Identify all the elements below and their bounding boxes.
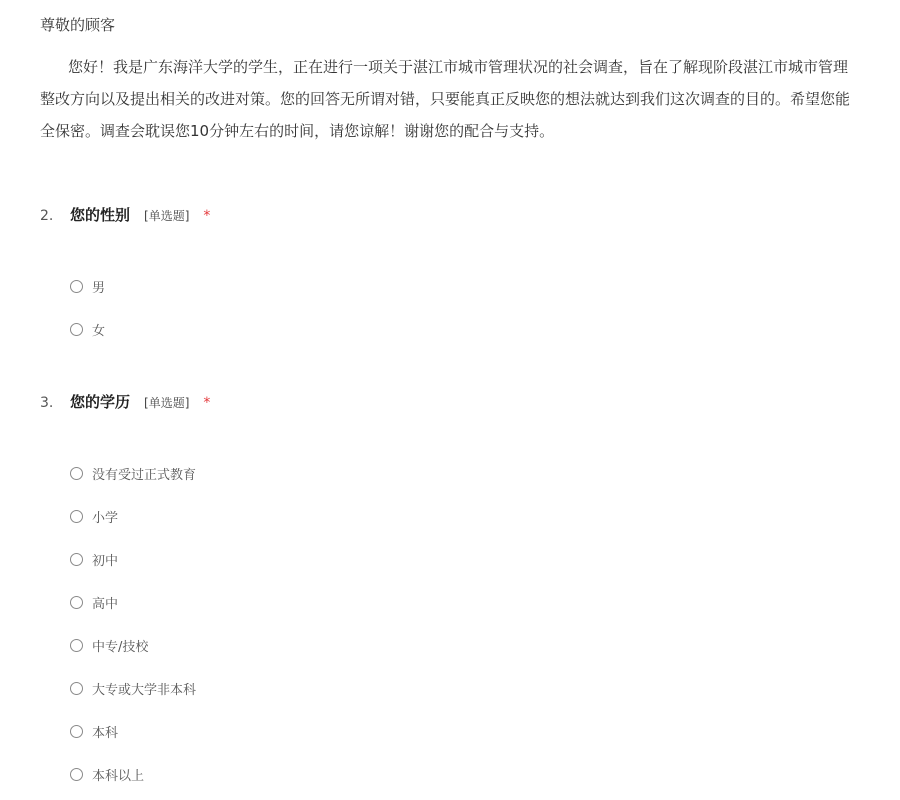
option-label: 大专或大学非本科 [92,682,197,698]
option-label: 女 [92,323,106,339]
radio-button[interactable] [70,725,83,738]
radio-button[interactable] [70,682,83,695]
option-label: 初中 [92,553,119,569]
intro-paragraph-line: 您好！我是广东海洋大学的学生，正在进行一项关于湛江市城市管理状况的社会调查，旨在了解现阶段湛江市城市管理 [68,58,849,76]
option-label: 没有受过正式教育 [92,467,197,483]
option-primary-school[interactable] [70,506,118,526]
required-marker: * [203,395,211,411]
question-type-label: [单选题] [144,209,190,223]
option-label: 本科以上 [92,768,145,784]
option-label: 小学 [92,510,119,526]
option-bachelor[interactable] [70,721,118,741]
question-gender [40,204,880,339]
radio-button[interactable] [70,639,83,652]
question-title: 您的学历 [70,393,131,411]
radio-button[interactable] [70,280,83,293]
option-female[interactable] [70,319,105,339]
option-vocational[interactable] [70,635,148,655]
required-marker: * [203,208,211,224]
option-label: 本科 [92,725,119,741]
question-number: 3. [40,395,54,411]
option-above-bachelor[interactable] [70,764,144,784]
question-education [40,391,880,784]
question-header [40,204,880,228]
radio-button[interactable] [70,467,83,480]
option-label: 高中 [92,596,119,612]
option-label: 男 [92,280,106,296]
option-senior-high[interactable] [70,592,118,612]
question-number: 2. [40,208,54,224]
option-label: 中专/技校 [92,639,149,655]
question-title: 您的性别 [70,206,131,224]
question-type-label: [单选题] [144,396,190,410]
option-junior-high[interactable] [70,549,118,569]
question-header [40,391,880,415]
radio-button[interactable] [70,596,83,609]
radio-button[interactable] [70,553,83,566]
radio-button[interactable] [70,510,83,523]
survey-intro [40,14,900,147]
intro-paragraph-line: 整改方向以及提出相关的改进对策。您的回答无所谓对错，只要能真正反映您的想法就达到我们这次调查的目的。希望您能 [40,90,851,108]
intro-paragraph-line: 全保密。调查会耽误您10分钟左右的时间，请您谅解！谢谢您的配合与支持。 [40,122,555,140]
option-male[interactable] [70,276,105,296]
option-no-formal-education[interactable] [70,463,196,483]
radio-button[interactable] [70,323,83,336]
option-college-non-bachelor[interactable] [70,678,196,698]
radio-button[interactable] [70,768,83,781]
greeting: 尊敬的顾客 [40,16,116,34]
